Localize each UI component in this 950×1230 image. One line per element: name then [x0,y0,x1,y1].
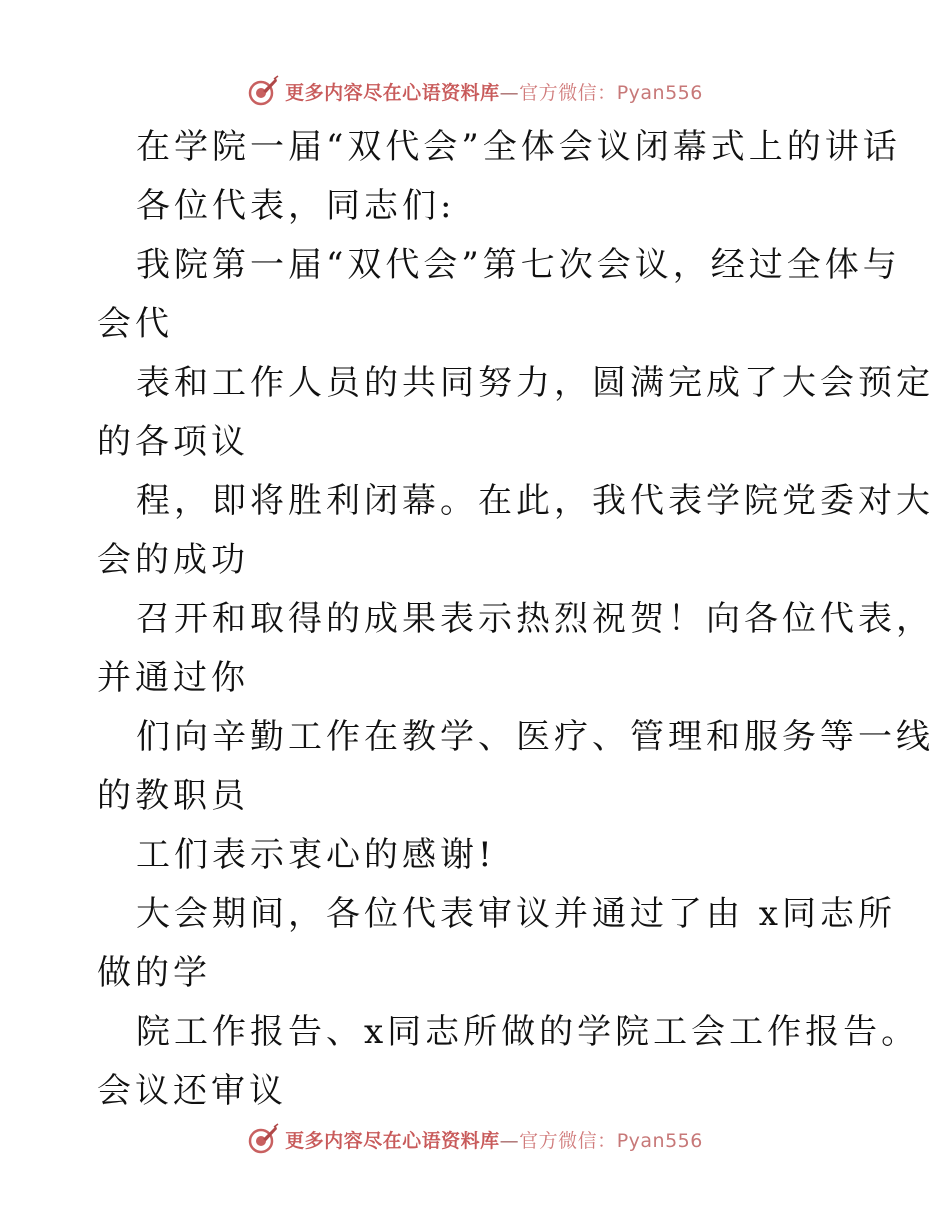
watermark-brand: 更多内容尽在心语资料库 [285,81,500,104]
text-line: 我院第一届“双代会”第七次会议，经过全体与 [136,245,901,285]
text-line: 召开和取得的成果表示热烈祝贺！向各位代表， [136,599,934,639]
text-line: 做的学 [97,953,211,993]
footer-watermark [0,1119,950,1159]
text-line: 会的成功 [97,540,249,580]
text-line: 院工作报告、x同志所做的学院工会工作报告。 [136,1012,920,1052]
watermark-separator: — [499,1129,520,1152]
quill-pen-seal-icon [247,1123,279,1155]
document-title: 在学院一届“双代会”全体会议闭幕式上的讲话 [136,127,901,167]
watermark-text [285,78,703,105]
watermark-contact-label: 官方微信： [519,1129,617,1152]
watermark-brand: 更多内容尽在心语资料库 [285,1129,500,1152]
text-line: 会代 [97,304,173,344]
text-line: 大会期间，各位代表审议并通过了由 x同志所 [136,894,896,934]
text-line: 并通过你 [97,658,249,698]
watermark-text [285,1126,703,1153]
watermark-contact-label: 官方微信： [519,81,617,104]
text-line: 的教职员 [97,776,249,816]
text-line: 会议还审议 [97,1071,287,1111]
text-line: 的各项议 [97,422,249,462]
watermark-separator: — [499,81,520,104]
text-line: 们向辛勤工作在教学、医疗、管理和服务等一线 [136,717,934,757]
text-line: 工们表示衷心的感谢! [136,835,496,875]
quill-pen-seal-icon [247,75,279,107]
header-watermark [0,71,950,111]
text-line: 表和工作人员的共同努力，圆满完成了大会预定 [136,363,934,403]
text-line: 程，即将胜利闭幕。在此，我代表学院党委对大 [136,481,934,521]
watermark-contact-id: Pyan556 [616,1129,703,1152]
salutation: 各位代表，同志们: [136,186,456,226]
watermark-contact-id: Pyan556 [616,81,703,104]
